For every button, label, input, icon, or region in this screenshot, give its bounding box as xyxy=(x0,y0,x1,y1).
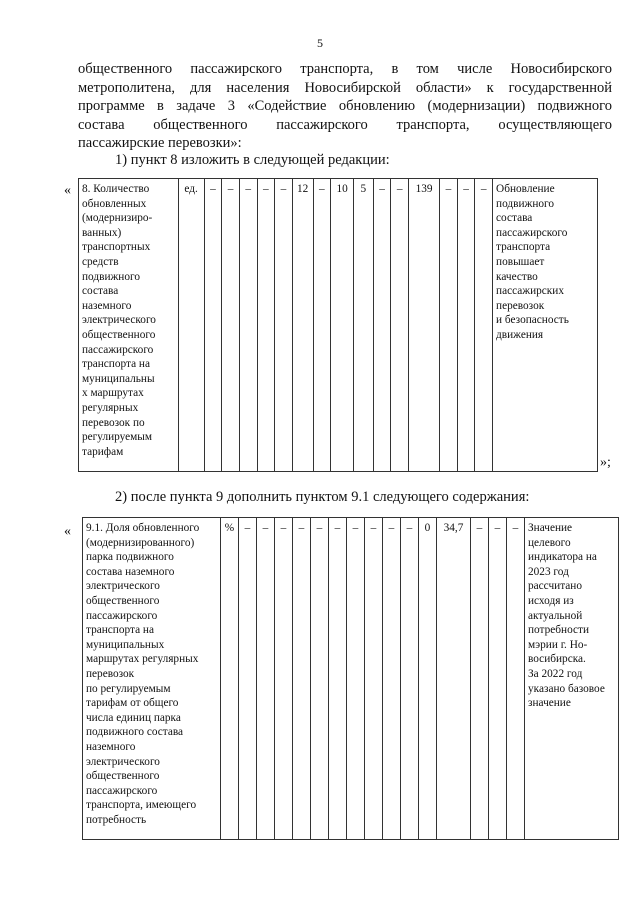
item-1-table xyxy=(78,178,598,472)
table-row xyxy=(79,179,598,472)
value-cell: – xyxy=(329,518,347,840)
value-cell: – xyxy=(373,179,391,472)
value-cell: – xyxy=(365,518,383,840)
page-number: 5 xyxy=(317,36,323,50)
value-cell: – xyxy=(239,179,257,472)
value-cell: – xyxy=(257,518,275,840)
intro-line: пассажирские перевозки»: xyxy=(78,135,242,152)
value-cell: – xyxy=(311,518,329,840)
value-cell: – xyxy=(475,179,493,472)
unit-cell: ед. xyxy=(178,179,204,472)
item-2-heading: 2) после пункта 9 дополнить пунктом 9.1 следующего содержания: xyxy=(115,489,530,505)
value-cell: – xyxy=(440,179,458,472)
value-cell: – xyxy=(204,179,222,472)
note-cell: Обновление подвижного состава пассажирского транспорта повышает качество пассажирских перевозок и безопасность движения xyxy=(493,179,598,472)
item-1-quote-open: « xyxy=(64,183,71,198)
value-cell: – xyxy=(347,518,365,840)
value-cell: 34,7 xyxy=(437,518,471,840)
value-cell: – xyxy=(222,179,240,472)
value-cell: – xyxy=(257,179,275,472)
value-cell: – xyxy=(239,518,257,840)
value-cell: – xyxy=(489,518,507,840)
item-1-quote-close: »; xyxy=(600,455,611,470)
value-cell: – xyxy=(275,518,293,840)
intro-line: программе в задаче 3 «Содействие обновлению (модернизации) подвижного xyxy=(78,98,612,115)
intro-line: общественного пассажирского транспорта, в том числе Новосибирского xyxy=(78,61,612,77)
item-1-heading: 1) пункт 8 изложить в следующей редакции: xyxy=(115,152,390,168)
intro-paragraph xyxy=(78,60,612,153)
table-row xyxy=(83,518,619,840)
indicator-cell: 8. Количество обновленных (модернизиро- ванных) транспортных средств подвижного состава наземного электрического общественного пассажирского транспорта на муниципальны х маршрутах регулярных перевозок по регулируемым тарифам xyxy=(79,179,179,472)
value-cell: 10 xyxy=(331,179,354,472)
value-cell: 0 xyxy=(419,518,437,840)
unit-cell: % xyxy=(221,518,239,840)
value-cell: – xyxy=(457,179,475,472)
value-cell: 139 xyxy=(409,179,440,472)
value-cell: – xyxy=(401,518,419,840)
value-cell: – xyxy=(391,179,409,472)
note-cell: Значение целевого индикатора на 2023 год рассчитано исходя из актуальной потребности мэрии г. Но- восибирска. За 2022 год указано базовое значение xyxy=(525,518,619,840)
intro-line: метрополитена, для населения Новосибирской области» к государственной xyxy=(78,79,612,96)
item-2-quote-open: « xyxy=(64,524,71,539)
value-cell: – xyxy=(293,518,311,840)
value-cell: 5 xyxy=(354,179,374,472)
value-cell: – xyxy=(313,179,331,472)
value-cell: – xyxy=(507,518,525,840)
item-2-table xyxy=(82,517,619,840)
value-cell: – xyxy=(383,518,401,840)
value-cell: – xyxy=(275,179,293,472)
intro-line: состава общественного пассажирского транспорта, осуществляющего xyxy=(78,116,612,133)
value-cell: – xyxy=(471,518,489,840)
indicator-cell: 9.1. Доля обновленного (модернизированного) парка подвижного состава наземного электрического общественного пассажирского транспорта на муниципальных маршрутах регулярных перевозок по регулируемым тарифам от общего числа единиц парка подвижного состава наземного электрического общественного пассажирского транспорта, имеющего потребность xyxy=(83,518,221,840)
value-cell: 12 xyxy=(292,179,313,472)
